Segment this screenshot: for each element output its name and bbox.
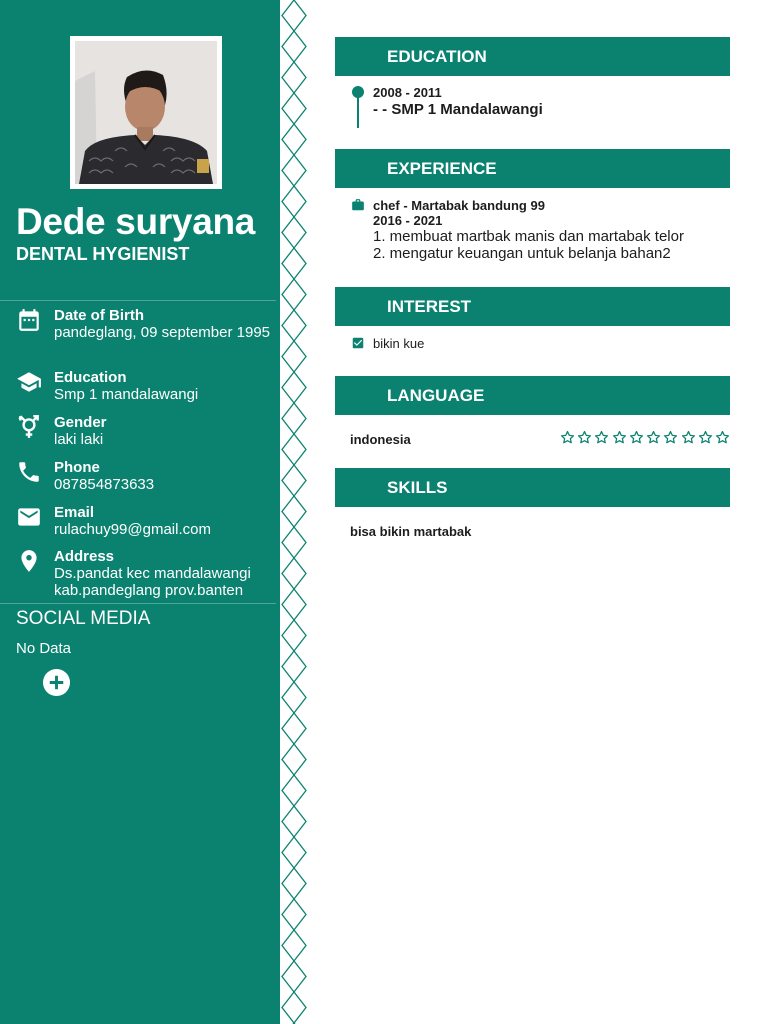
profile-photo-frame: [70, 36, 222, 189]
experience-description: 2. mengatur keuangan untuk belanja bahan2: [373, 245, 671, 262]
skill-item: bisa bikin martabak: [350, 524, 472, 539]
divider: [0, 300, 276, 301]
info-phone: [16, 459, 276, 497]
info-gender: [16, 414, 276, 452]
social-media-title: SOCIAL MEDIA: [16, 608, 151, 629]
info-value: 087854873633: [54, 476, 155, 493]
email-icon: [16, 504, 42, 530]
section-title: EDUCATION: [387, 47, 487, 66]
info-label: Gender: [54, 414, 107, 431]
language-name: indonesia: [350, 432, 411, 447]
info-date-of-birth: [16, 307, 276, 362]
timeline-line: [357, 96, 359, 128]
gender-icon: [16, 414, 42, 440]
info-address: [16, 548, 276, 600]
info-value: Ds.pandat kec mandalawangi kab.pandeglang prov.banten: [54, 565, 251, 599]
star-icon: [715, 430, 730, 445]
experience-job-title: chef - Martabak bandung 99: [373, 198, 545, 213]
divider: [0, 603, 276, 604]
section-title: EXPERIENCE: [387, 159, 497, 178]
sidebar: [0, 0, 278, 1024]
experience-years: 2016 - 2021: [373, 213, 443, 228]
star-icon: [560, 430, 575, 445]
add-social-media-button[interactable]: [42, 668, 71, 697]
info-label: Phone: [54, 459, 100, 476]
section-header-experience: [335, 149, 730, 188]
info-label: Date of Birth: [54, 307, 144, 324]
info-value: Smp 1 mandalawangi: [54, 386, 199, 403]
education-years: 2008 - 2011: [373, 85, 442, 100]
info-email: [16, 504, 276, 542]
location-pin-icon: [16, 548, 42, 574]
profile-photo: [75, 41, 217, 184]
star-icon: [663, 430, 678, 445]
section-title: SKILLS: [387, 478, 448, 497]
info-label: Education: [54, 369, 127, 386]
decorative-diamond-border: [278, 0, 310, 1024]
star-icon: [698, 430, 713, 445]
star-icon: [594, 430, 609, 445]
info-value: laki laki: [54, 431, 104, 448]
checkbox-checked-icon: [351, 336, 365, 350]
star-icon: [612, 430, 627, 445]
calendar-icon: [16, 307, 42, 333]
graduation-cap-icon: [16, 369, 42, 395]
section-title: INTEREST: [387, 297, 472, 316]
language-rating: [560, 430, 730, 446]
section-header-skills: [335, 468, 730, 507]
section-header-interest: [335, 287, 730, 326]
education-school: - - SMP 1 Mandalawangi: [373, 101, 543, 118]
star-icon: [629, 430, 644, 445]
info-value: rulachuy99@gmail.com: [54, 521, 211, 538]
experience-description: 1. membuat martbak manis dan martabak telor: [373, 228, 684, 245]
info-education: [16, 369, 276, 407]
star-icon: [646, 430, 661, 445]
section-title: LANGUAGE: [387, 386, 485, 405]
info-value: pandeglang, 09 september 1995: [54, 324, 271, 341]
candidate-role: DENTAL HYGIENIST: [16, 244, 190, 264]
info-label: Address: [54, 548, 115, 565]
star-icon: [681, 430, 696, 445]
info-label: Email: [54, 504, 95, 521]
phone-icon: [16, 459, 42, 485]
section-header-education: [335, 37, 730, 76]
interest-item: bikin kue: [373, 336, 425, 351]
briefcase-icon: [351, 198, 365, 212]
candidate-name: Dede suryana: [16, 201, 256, 242]
star-icon: [577, 430, 592, 445]
section-header-language: [335, 376, 730, 415]
social-media-empty-text: No Data: [16, 640, 72, 657]
